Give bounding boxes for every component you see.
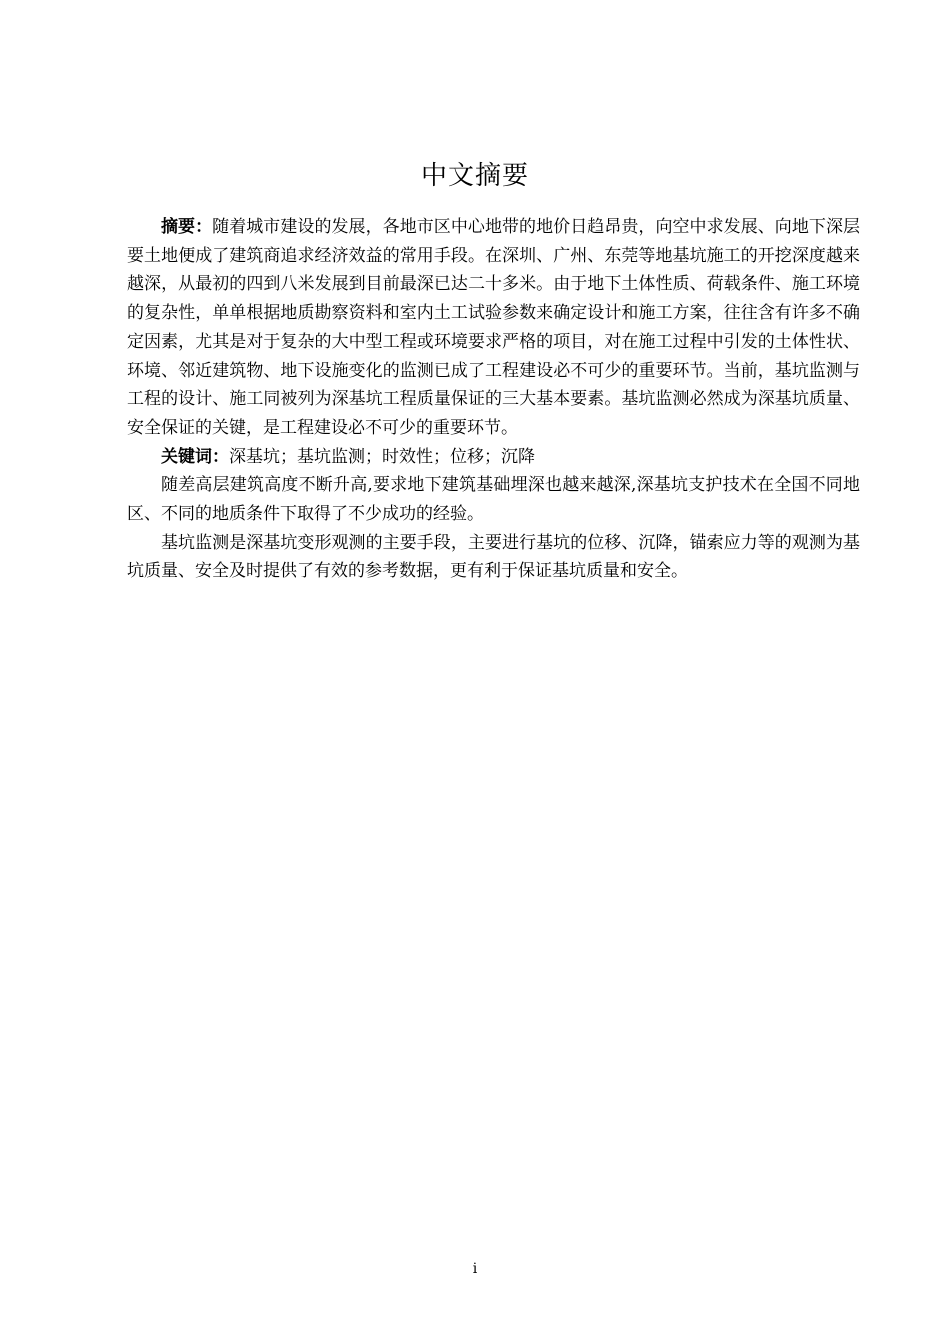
page-title: 中文摘要 <box>420 161 529 191</box>
body-paragraph-2: 基坑监测是深基坑变形观测的主要手段，主要进行基坑的位移、沉降，锚索应力等的观测为基坑质量、安全及时提供了有效的参考数据，更有利于保证基坑质量和安全。 <box>127 532 860 582</box>
abstract-paragraph <box>127 213 860 443</box>
keywords-label: 关键词： <box>161 446 229 467</box>
page-number: i <box>472 1261 478 1277</box>
keywords-paragraph <box>127 443 860 472</box>
abstract-label: 摘要： <box>161 217 213 237</box>
document-body <box>127 213 860 586</box>
keywords-text: 深基坑；基坑监测；时效性；位移；沉降 <box>229 446 535 467</box>
abstract-text: 随着城市建设的发展，各地市区中心地带的地价日趋昂贵，向空中求发展、向地下深层要土地便成了建筑商追求经济效益的常用手段。在深圳、广州、东莞等地基坑施工的开挖深度越来越深，从最初的四到八米发展到目前最深已达二十多米。由于地下土体性质、荷载条件、施工环境的复杂性，单单根据地质勘察资料和室内土工试验参数来确定设计和施工方案，往往含有许多不确定因素，尤其是对于复杂的大中型工程或环境要求严格的项目，对在施工过程中引发的土体性状、环境、邻近建筑物、地下设施变化的监测已成了工程建设必不可少的重要环节。当前，基坑监测与工程的设计、施工同被列为深基坑工程质量保证的三大基本要素。基坑监测必然成为深基坑质量、安全保证的关键，是工程建设必不可少的重要环节。 <box>127 217 861 438</box>
body-paragraph-1: 随差高层建筑高度不断升高,要求地下建筑基础埋深也越来越深,深基坑支护技术在全国不同地区、不同的地质条件下取得了不少成功的经验。 <box>127 475 860 525</box>
